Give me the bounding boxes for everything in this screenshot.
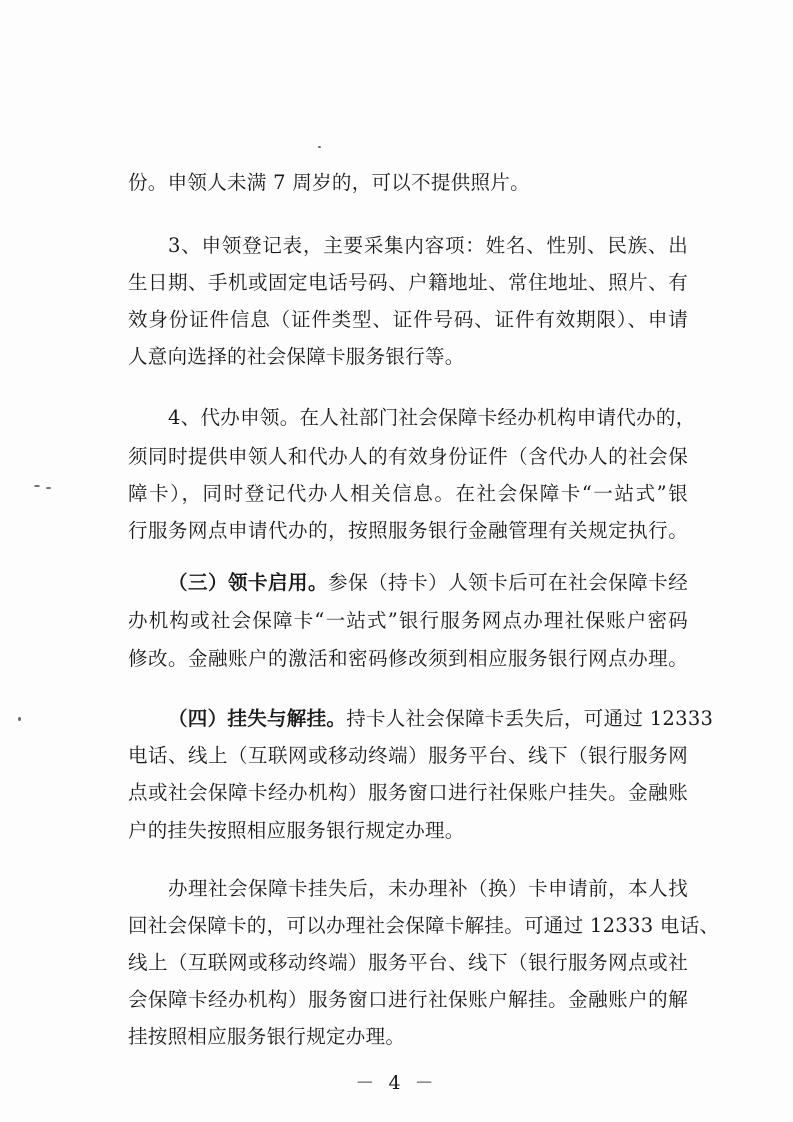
paragraph-line: 修改。金融账户的激活和密码修改须到相应服务银行网点办理。 <box>128 647 688 670</box>
paragraph-line: 会保障卡经办机构）服务窗口进行社保账户解挂。金融账户的解 <box>128 988 688 1011</box>
paragraph-line: 人意向选择的社会保障卡服务银行等。 <box>128 345 465 368</box>
paragraph-line: 行服务网点申请代办的，按照服务银行金融管理有关规定执行。 <box>128 519 688 542</box>
paragraph-line-with-heading <box>168 699 714 739</box>
paragraph-line: 办机构或社会保障卡“一站式”银行服务网点办理社保账户密码 <box>128 609 688 632</box>
paragraph-line-with-heading <box>168 563 688 603</box>
paragraph-line: 须同时提供申领人和代办人的有效身份证件（含代办人的社会保 <box>128 445 688 468</box>
section-heading: （三）领卡启用。 <box>168 571 329 594</box>
paragraph-text: 参保（持卡）人领卡后可在社会保障卡经 <box>328 571 688 594</box>
paragraph-text: 持卡人社会保障卡丢失后，可通过 12333 <box>346 707 714 730</box>
paragraph-line: 效身份证件信息（证件类型、证件号码、证件有效期限）、申请 <box>128 308 688 331</box>
scan-speck <box>46 487 51 489</box>
paragraph-line: 户的挂失按照相应服务银行规定办理。 <box>128 819 465 842</box>
scan-speck <box>18 717 21 721</box>
paragraph-line: 电话、线上（互联网或移动终端）服务平台、线下（银行服务网 <box>128 744 688 767</box>
paragraph-line: 办理社会保障卡挂失后，未办理补（换）卡申请前，本人找 <box>168 877 688 900</box>
paragraph-line: 障卡），同时登记代办人相关信息。在社会保障卡“一站式”银 <box>128 482 688 505</box>
scan-speck <box>318 146 321 148</box>
paragraph-line: 挂按照相应服务银行规定办理。 <box>128 1025 406 1048</box>
paragraph-line: 点或社会保障卡经办机构）服务窗口进行社保账户挂失。金融账 <box>128 781 688 804</box>
scan-speck <box>34 485 40 487</box>
paragraph-line: 生日期、手机或固定电话号码、户籍地址、常住地址、照片、有 <box>128 271 688 294</box>
paragraph-line: 份。申领人未满 7 周岁的，可以不提供照片。 <box>128 171 530 194</box>
paragraph-line: 3、申领登记表，主要采集内容项：姓名、性别、民族、出 <box>168 234 688 257</box>
section-heading: （四）挂失与解挂。 <box>168 707 347 730</box>
paragraph-line: 4、代办申领。在人社部门社会保障卡经办机构申请代办的， <box>168 406 696 429</box>
paragraph-line: 回社会保障卡的，可以办理社会保障卡解挂。可通过 12333 电话、 <box>128 914 720 937</box>
page-number: － 4 － <box>355 1072 438 1094</box>
paragraph-line: 线上（互联网或移动终端）服务平台、线下（银行服务网点或社 <box>128 951 688 974</box>
